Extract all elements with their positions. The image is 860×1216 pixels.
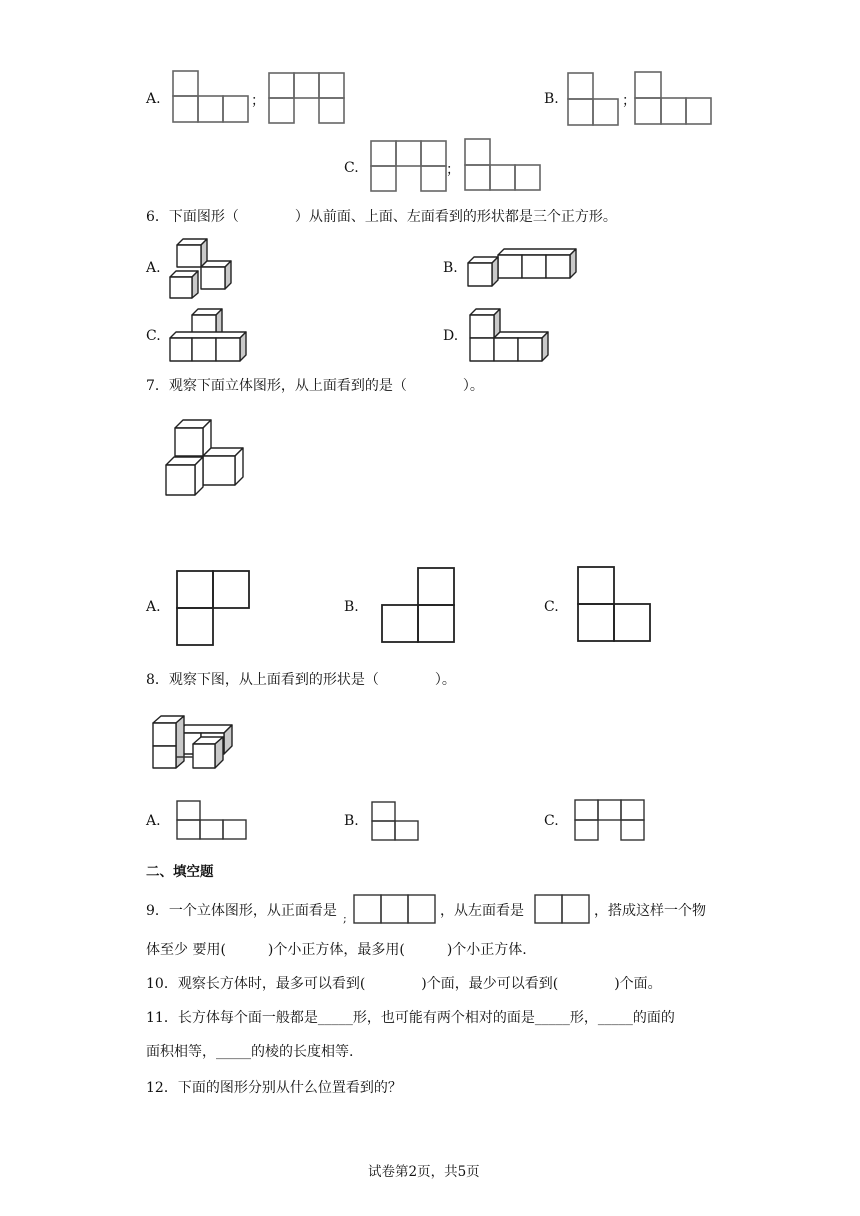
- q6-option-c-label: C.: [146, 328, 161, 344]
- q6-option-d-label: D.: [443, 328, 459, 344]
- q6-option-d-figure: [468, 306, 550, 364]
- q7-option-b-view: [381, 567, 457, 645]
- q5-option-c-separator: ；: [446, 162, 460, 178]
- q6-option-c-figure: [168, 306, 248, 364]
- q5-option-b-separator: ；: [622, 93, 636, 109]
- q8-option-c-label: C.: [544, 813, 559, 829]
- q5-option-a-separator: ；: [251, 93, 265, 109]
- q7-option-c-view: [577, 566, 653, 644]
- q5-option-c-view-1: [370, 140, 448, 194]
- q8-option-b-label: B.: [344, 813, 359, 829]
- q9-text-line2: 体至少 要用( )个小正方体，最多用( )个小正方体.: [146, 942, 527, 958]
- q9-text-part2: ，从左面看是: [440, 903, 524, 919]
- q5-option-b-view-2: [634, 71, 714, 127]
- q11-text-line1: 11．长方体每个面一般都是_____形，也可能有两个相对的面是_____形，_____的面的: [146, 1010, 675, 1026]
- q9-text-part1: 9．一个立体图形，从正面看是: [146, 903, 337, 919]
- q7-stem: 7．观察下面立体图形，从上面看到的是（ ）。: [146, 378, 484, 394]
- q7-option-a-label: A.: [146, 599, 161, 615]
- q5-option-c-label: C.: [344, 160, 359, 176]
- q7-solid-figure: [163, 416, 247, 500]
- q8-solid-figure: [150, 713, 234, 775]
- q9-text-part3: ，搭成这样一个物: [594, 903, 706, 919]
- q7-option-a-view: [176, 570, 252, 648]
- page-footer: 试卷第2页，共5页: [368, 1164, 480, 1180]
- q8-option-a-label: A.: [146, 813, 161, 829]
- q5-option-a-label: A.: [146, 91, 161, 107]
- q6-option-b-figure: [466, 246, 578, 290]
- q6-stem: 6．下面图形（ ）从前面、上面、左面看到的形状都是三个正方形。: [146, 209, 617, 225]
- q5-option-b-view-1: [567, 72, 621, 128]
- q9-front-view: [353, 894, 437, 926]
- q9-left-view: [534, 894, 592, 926]
- q7-option-b-label: B.: [344, 599, 359, 615]
- q12-text: 12．下面的图形分别从什么位置看到的？: [146, 1080, 402, 1096]
- q8-stem: 8．观察下图，从上面看到的形状是（ ）。: [146, 672, 456, 688]
- q8-option-c-view: [574, 799, 648, 843]
- q5-option-c-view-2: [464, 138, 544, 194]
- q7-option-c-label: C.: [544, 599, 559, 615]
- q5-option-b-label: B.: [544, 91, 559, 107]
- q10-text: 10．观察长方体时，最多可以看到( )个面，最少可以看到( )个面。: [146, 976, 662, 992]
- q5-option-a-view-2: [268, 72, 346, 126]
- section-heading-fill-in: 二、填空题: [146, 864, 214, 880]
- q9-mark: ;: [343, 912, 347, 925]
- q6-option-a-label: A.: [146, 260, 161, 276]
- q6-option-a-figure: [168, 236, 234, 300]
- q8-option-a-view: [176, 800, 250, 842]
- q11-text-line2: 面积相等，_____的棱的长度相等.: [146, 1044, 354, 1060]
- q8-option-b-view: [371, 801, 421, 843]
- q6-option-b-label: B.: [443, 260, 458, 276]
- q5-option-a-view-1: [172, 70, 250, 126]
